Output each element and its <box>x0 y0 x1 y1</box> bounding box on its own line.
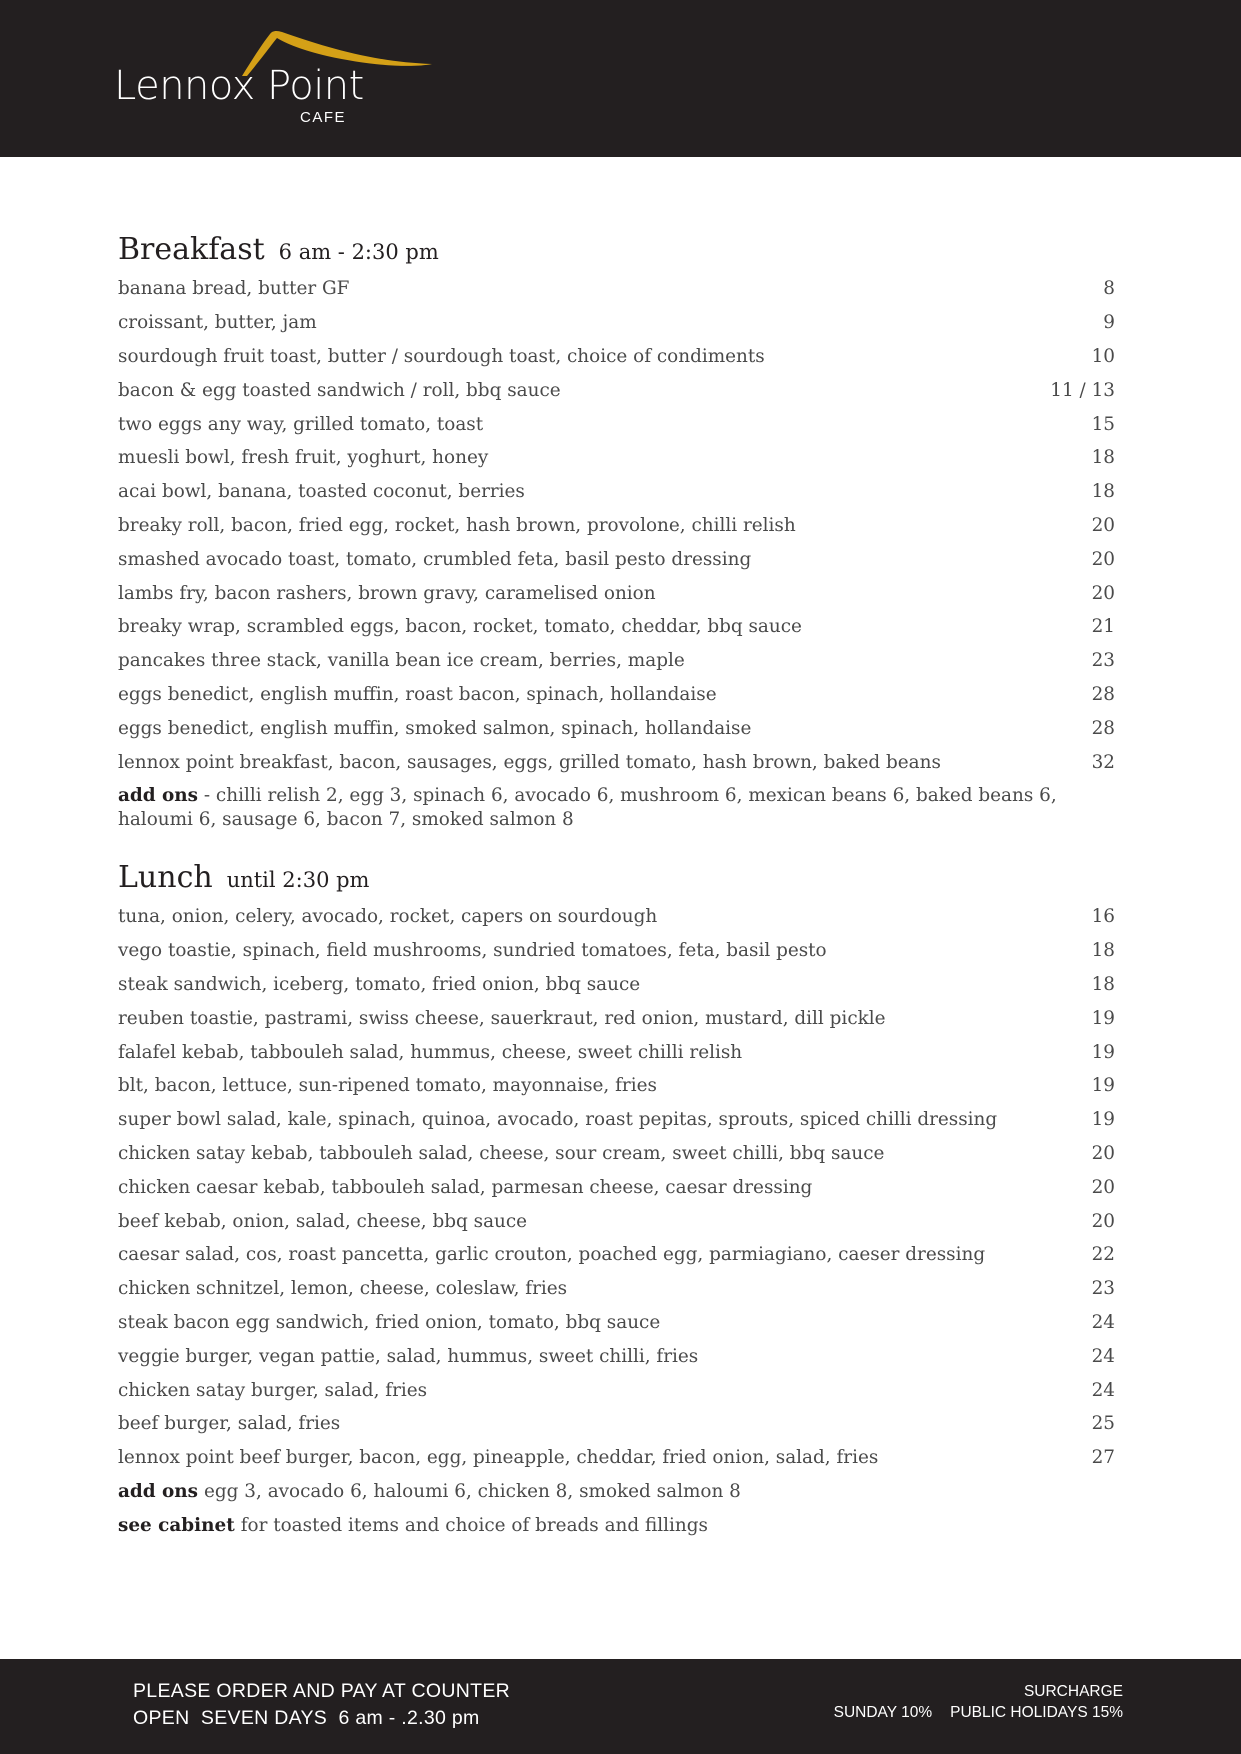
menu-item <box>118 610 1115 644</box>
item-price: 24 <box>1091 1345 1115 1367</box>
menu-item <box>118 900 1115 934</box>
addons-text: - chilli relish 2, egg 3, spinach 6, avocado 6, mushroom 6, mexican beans 6, baked beans 6, haloumi 6, sausage 6, bacon 7, smoked salmon 8 <box>118 784 1057 830</box>
item-name: veggie burger, vegan pattie, salad, hummus, sweet chilli, fries <box>118 1345 699 1367</box>
footer-info <box>133 1678 510 1732</box>
item-price: 20 <box>1091 548 1115 570</box>
item-name: breaky wrap, scrambled eggs, bacon, rocket, tomato, cheddar, bbq sauce <box>118 616 802 638</box>
item-price: 28 <box>1091 717 1115 739</box>
menu-item <box>118 934 1115 968</box>
item-price: 19 <box>1091 1109 1115 1131</box>
menu-item <box>118 1035 1115 1069</box>
item-price: 27 <box>1091 1447 1115 1469</box>
surcharge-sunday: SUNDAY 10% <box>833 1704 933 1721</box>
item-price: 24 <box>1091 1311 1115 1333</box>
item-price: 9 <box>1103 312 1115 334</box>
menu-item <box>118 711 1115 745</box>
item-price: 19 <box>1091 1075 1115 1097</box>
menu-content <box>118 232 1115 1542</box>
menu-item <box>118 475 1115 509</box>
menu-item <box>118 1001 1115 1035</box>
addons-label: add ons <box>118 1480 199 1502</box>
menu-item <box>118 644 1115 678</box>
addons-text: egg 3, avocado 6, haloumi 6, chicken 8, smoked salmon 8 <box>204 1480 741 1502</box>
cafe-subtitle: CAFE <box>300 109 347 126</box>
item-price: 20 <box>1091 582 1115 604</box>
item-name: blt, bacon, lettuce, sun-ripened tomato, mayonnaise, fries <box>118 1075 657 1097</box>
item-name: caesar salad, cos, roast pancetta, garlic crouton, poached egg, parmiagiano, caeser dressing <box>118 1244 986 1266</box>
cabinet-label: see cabinet <box>118 1514 235 1536</box>
menu-item <box>118 509 1115 543</box>
item-price: 19 <box>1091 1041 1115 1063</box>
item-name: banana bread, butter GF <box>118 278 350 300</box>
menu-item <box>118 1204 1115 1238</box>
item-name: steak sandwich, iceberg, tomato, fried onion, bbq sauce <box>118 973 641 995</box>
lunch-section <box>118 860 1115 1542</box>
item-name: beef kebab, onion, salad, cheese, bbq sauce <box>118 1210 528 1232</box>
cabinet-text: for toasted items and choice of breads and fillings <box>240 1514 708 1536</box>
item-name: chicken schnitzel, lemon, cheese, coleslaw, fries <box>118 1278 568 1300</box>
cabinet-note <box>118 1508 1115 1542</box>
menu-item <box>118 1306 1115 1340</box>
item-price: 18 <box>1091 940 1115 962</box>
opening-hours: OPEN SEVEN DAYS 6 am - .2.30 pm <box>133 1707 480 1729</box>
item-price: 20 <box>1091 1142 1115 1164</box>
item-name: super bowl salad, kale, spinach, quinoa, avocado, roast pepitas, sprouts, spiced chilli dressing <box>118 1109 998 1131</box>
section-name: Breakfast <box>118 232 265 267</box>
menu-item <box>118 340 1115 374</box>
item-name: pancakes three stack, vanilla bean ice cream, berries, maple <box>118 650 685 672</box>
lunch-addons <box>118 1475 1115 1509</box>
breakfast-items <box>118 272 1115 779</box>
item-price: 25 <box>1091 1413 1115 1435</box>
item-name: lennox point breakfast, bacon, sausages, eggs, grilled tomato, hash brown, baked beans <box>118 751 941 773</box>
menu-item <box>118 1137 1115 1171</box>
menu-item <box>118 1103 1115 1137</box>
menu-item <box>118 1373 1115 1407</box>
header-bar <box>0 0 1241 157</box>
item-price: 20 <box>1091 1210 1115 1232</box>
section-hours: until 2:30 pm <box>226 867 370 892</box>
menu-item <box>118 272 1115 306</box>
item-price: 18 <box>1091 447 1115 469</box>
item-name: eggs benedict, english muffin, smoked salmon, spinach, hollandaise <box>118 717 752 739</box>
item-name: croissant, butter, jam <box>118 312 317 334</box>
item-name: lambs fry, bacon rashers, brown gravy, caramelised onion <box>118 582 656 604</box>
item-name: acai bowl, banana, toasted coconut, berries <box>118 481 525 503</box>
item-price: 18 <box>1091 973 1115 995</box>
item-price: 18 <box>1091 481 1115 503</box>
item-price: 21 <box>1091 616 1115 638</box>
menu-item <box>118 1069 1115 1103</box>
item-name: smashed avocado toast, tomato, crumbled feta, basil pesto dressing <box>118 548 752 570</box>
item-price: 15 <box>1091 413 1115 435</box>
lunch-heading <box>118 860 1115 900</box>
item-name: vego toastie, spinach, field mushrooms, sundried tomatoes, feta, basil pesto <box>118 940 827 962</box>
item-price: 23 <box>1091 650 1115 672</box>
menu-item <box>118 1407 1115 1441</box>
item-price: 10 <box>1091 345 1115 367</box>
item-name: bacon & egg toasted sandwich / roll, bbq sauce <box>118 379 561 401</box>
menu-item <box>118 1441 1115 1475</box>
surcharge-title: SURCHARGE <box>1023 1683 1123 1700</box>
item-name: chicken satay burger, salad, fries <box>118 1379 428 1401</box>
item-price: 20 <box>1091 514 1115 536</box>
menu-item <box>118 542 1115 576</box>
item-price: 16 <box>1091 906 1115 928</box>
surcharge-holidays: PUBLIC HOLIDAYS 15% <box>950 1704 1123 1721</box>
breakfast-addons <box>118 779 1115 832</box>
item-name: breaky roll, bacon, fried egg, rocket, hash brown, provolone, chilli relish <box>118 514 796 536</box>
item-name: falafel kebab, tabbouleh salad, hummus, cheese, sweet chilli relish <box>118 1041 743 1063</box>
item-name: two eggs any way, grilled tomato, toast <box>118 413 484 435</box>
cafe-name: Lennox Point <box>114 63 364 109</box>
surcharge-rates <box>834 1702 1123 1723</box>
menu-item <box>118 1339 1115 1373</box>
surcharge-info <box>834 1681 1123 1723</box>
item-name: steak bacon egg sandwich, fried onion, tomato, bbq sauce <box>118 1311 661 1333</box>
menu-item <box>118 1238 1115 1272</box>
order-instruction: PLEASE ORDER AND PAY AT COUNTER <box>133 1680 511 1702</box>
breakfast-section <box>118 232 1115 832</box>
item-price: 19 <box>1091 1007 1115 1029</box>
menu-item <box>118 1170 1115 1204</box>
section-name: Lunch <box>118 859 213 895</box>
menu-item <box>118 745 1115 779</box>
menu-item <box>118 441 1115 475</box>
item-name: reuben toastie, pastrami, swiss cheese, sauerkraut, red onion, mustard, dill pickle <box>118 1007 886 1029</box>
item-name: muesli bowl, fresh fruit, yoghurt, honey <box>118 447 489 469</box>
menu-item <box>118 1272 1115 1306</box>
item-name: lennox point beef burger, bacon, egg, pineapple, cheddar, fried onion, salad, fries <box>118 1447 879 1469</box>
menu-item <box>118 576 1115 610</box>
item-price: 8 <box>1103 278 1115 300</box>
addons-label: add ons <box>118 784 199 806</box>
item-price: 32 <box>1091 751 1115 773</box>
menu-item <box>118 373 1115 407</box>
footer-bar <box>0 1659 1241 1754</box>
item-name: eggs benedict, english muffin, roast bacon, spinach, hollandaise <box>118 683 717 705</box>
item-name: beef burger, salad, fries <box>118 1413 341 1435</box>
item-price: 20 <box>1091 1176 1115 1198</box>
item-name: sourdough fruit toast, butter / sourdough toast, choice of condiments <box>118 345 765 367</box>
menu-item <box>118 306 1115 340</box>
item-price: 23 <box>1091 1278 1115 1300</box>
item-name: chicken satay kebab, tabbouleh salad, cheese, sour cream, sweet chilli, bbq sauce <box>118 1142 885 1164</box>
breakfast-heading <box>118 232 1115 272</box>
menu-item <box>118 678 1115 712</box>
menu-item <box>118 968 1115 1002</box>
item-name: chicken caesar kebab, tabbouleh salad, parmesan cheese, caesar dressing <box>118 1176 813 1198</box>
lunch-items <box>118 900 1115 1475</box>
item-price: 24 <box>1091 1379 1115 1401</box>
item-name: tuna, onion, celery, avocado, rocket, capers on sourdough <box>118 906 658 928</box>
section-hours: 6 am - 2:30 pm <box>278 240 439 264</box>
item-price: 22 <box>1091 1244 1115 1266</box>
cafe-logo <box>112 24 442 134</box>
item-price: 11 / 13 <box>1050 379 1115 401</box>
menu-item <box>118 407 1115 441</box>
item-price: 28 <box>1091 683 1115 705</box>
